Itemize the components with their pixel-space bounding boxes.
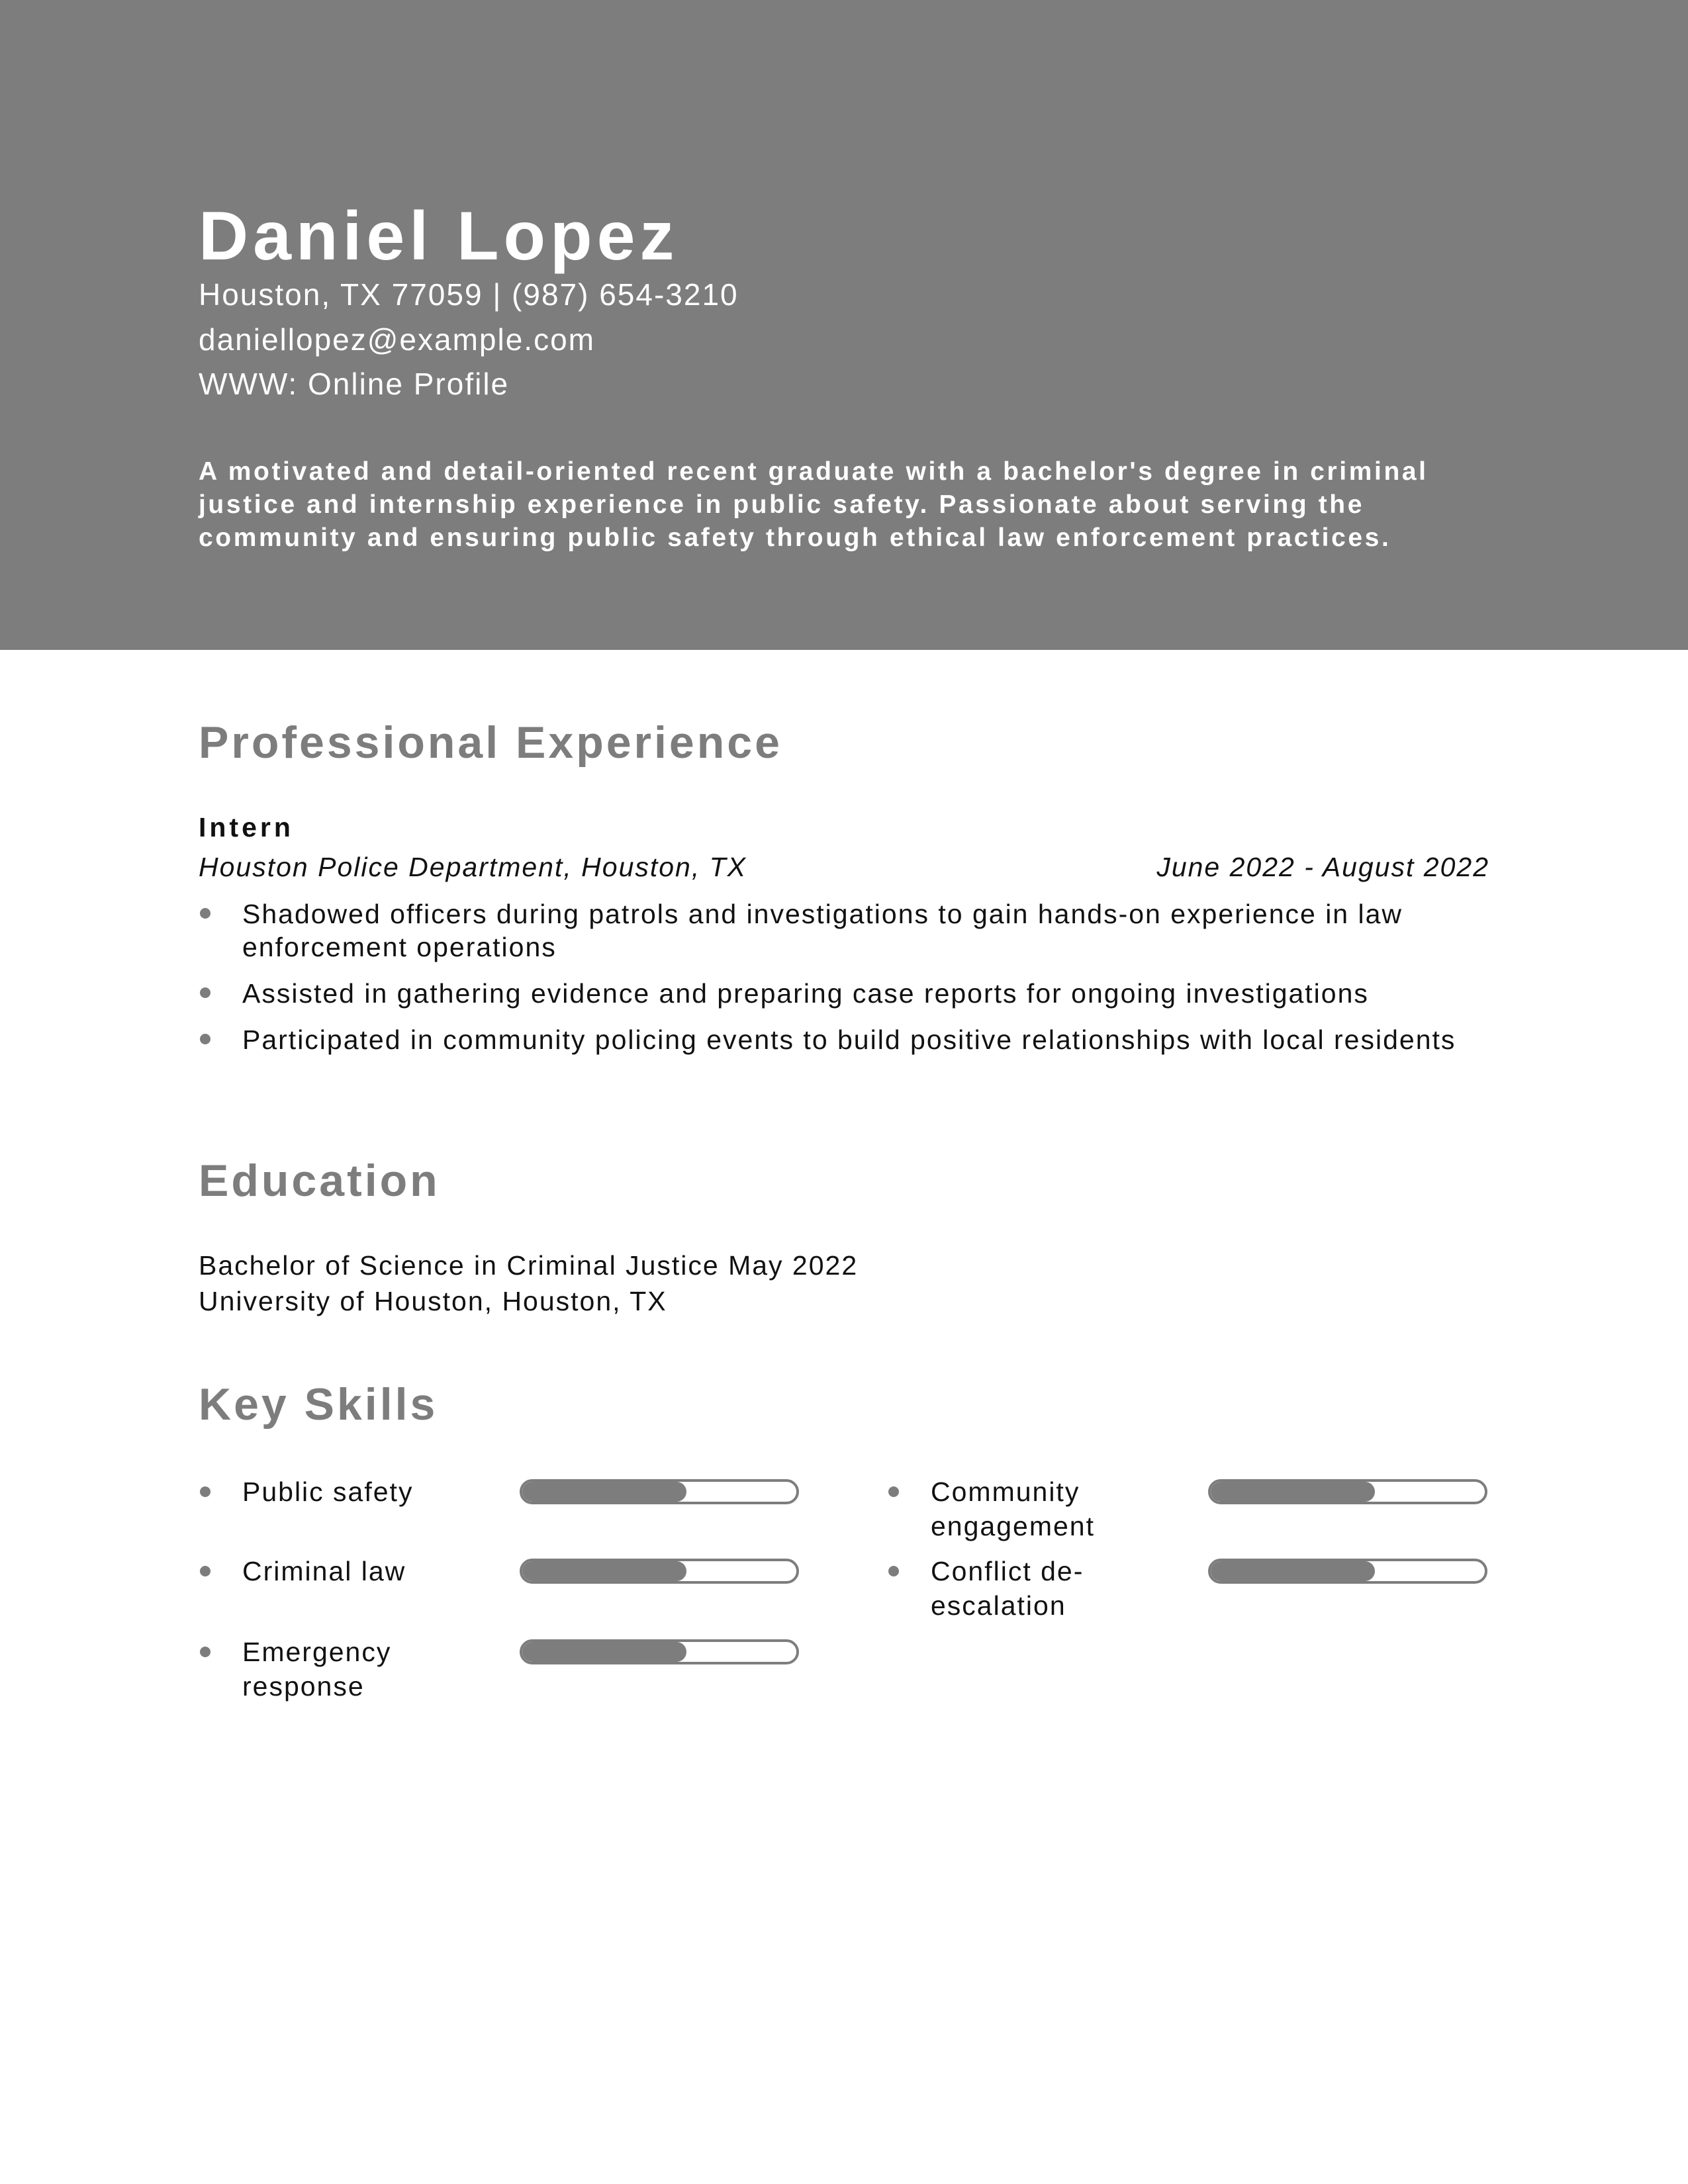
skill-level-fill (1211, 1482, 1375, 1502)
experience-bullet (199, 977, 1489, 1010)
skill-level-bar (1208, 1479, 1487, 1504)
job-dates: June 2022 - August 2022 (1156, 852, 1489, 882)
skill-level-bar (520, 1479, 799, 1504)
bullet-icon (888, 1566, 899, 1576)
bullet-text: Participated in community policing events to build positive relationships with local residents (242, 1024, 1456, 1055)
experience-bullet-list (199, 897, 1489, 1069)
skill-item (199, 1635, 827, 1707)
skill-label: Emergency response (242, 1637, 392, 1702)
candidate-name: Daniel Lopez (199, 198, 679, 275)
degree-line: Bachelor of Science in Criminal Justice May 2022 (199, 1250, 859, 1281)
bullet-icon (200, 1034, 211, 1044)
job-company: Houston Police Department, Houston, TX (199, 852, 747, 882)
experience-heading: Professional Experience (199, 717, 782, 768)
bullet-icon (200, 1647, 211, 1657)
skill-level-fill (522, 1642, 686, 1662)
skill-item (199, 1554, 827, 1627)
website-link[interactable]: WWW: Online Profile (199, 367, 510, 401)
experience-bullet (199, 897, 1489, 964)
skill-label: Conflict de-escalation (931, 1556, 1084, 1621)
skill-label: Public safety (242, 1477, 414, 1507)
bullet-text: Shadowed officers during patrols and investigations to gain hands-on experience in law enforcement operations (242, 899, 1403, 962)
skill-level-bar (520, 1559, 799, 1584)
header-banner (0, 0, 1688, 650)
experience-bullet (199, 1023, 1489, 1056)
address-phone: Houston, TX 77059 | (987) 654-3210 (199, 277, 739, 312)
school-line: University of Houston, Houston, TX (199, 1286, 667, 1316)
skill-level-fill (522, 1561, 686, 1581)
bullet-text: Assisted in gathering evidence and preparing case reports for ongoing investigations (242, 978, 1369, 1009)
skill-level-bar (1208, 1559, 1487, 1584)
bullet-icon (888, 1486, 899, 1497)
skill-level-fill (1211, 1561, 1375, 1581)
professional-summary: A motivated and detail-oriented recent graduate with a bachelor's degree in criminal justice and internship experience in public safety. Passionate about serving the community and ensuring public safety through ethical law enforcement practices. (199, 457, 1429, 552)
job-title: Intern (199, 812, 294, 842)
skill-item (887, 1554, 1516, 1627)
skill-label: Criminal law (242, 1556, 406, 1586)
skill-item (199, 1475, 827, 1547)
education-heading: Education (199, 1156, 440, 1206)
skills-heading: Key Skills (199, 1379, 438, 1430)
email-link[interactable]: daniellopez@example.com (199, 322, 595, 357)
bullet-icon (200, 987, 211, 998)
skill-level-fill (522, 1482, 686, 1502)
skill-level-bar (520, 1639, 799, 1664)
skill-label: Community engagement (931, 1477, 1095, 1541)
bullet-icon (200, 1486, 211, 1497)
skill-item (887, 1475, 1516, 1547)
bullet-icon (200, 908, 211, 919)
bullet-icon (200, 1566, 211, 1576)
